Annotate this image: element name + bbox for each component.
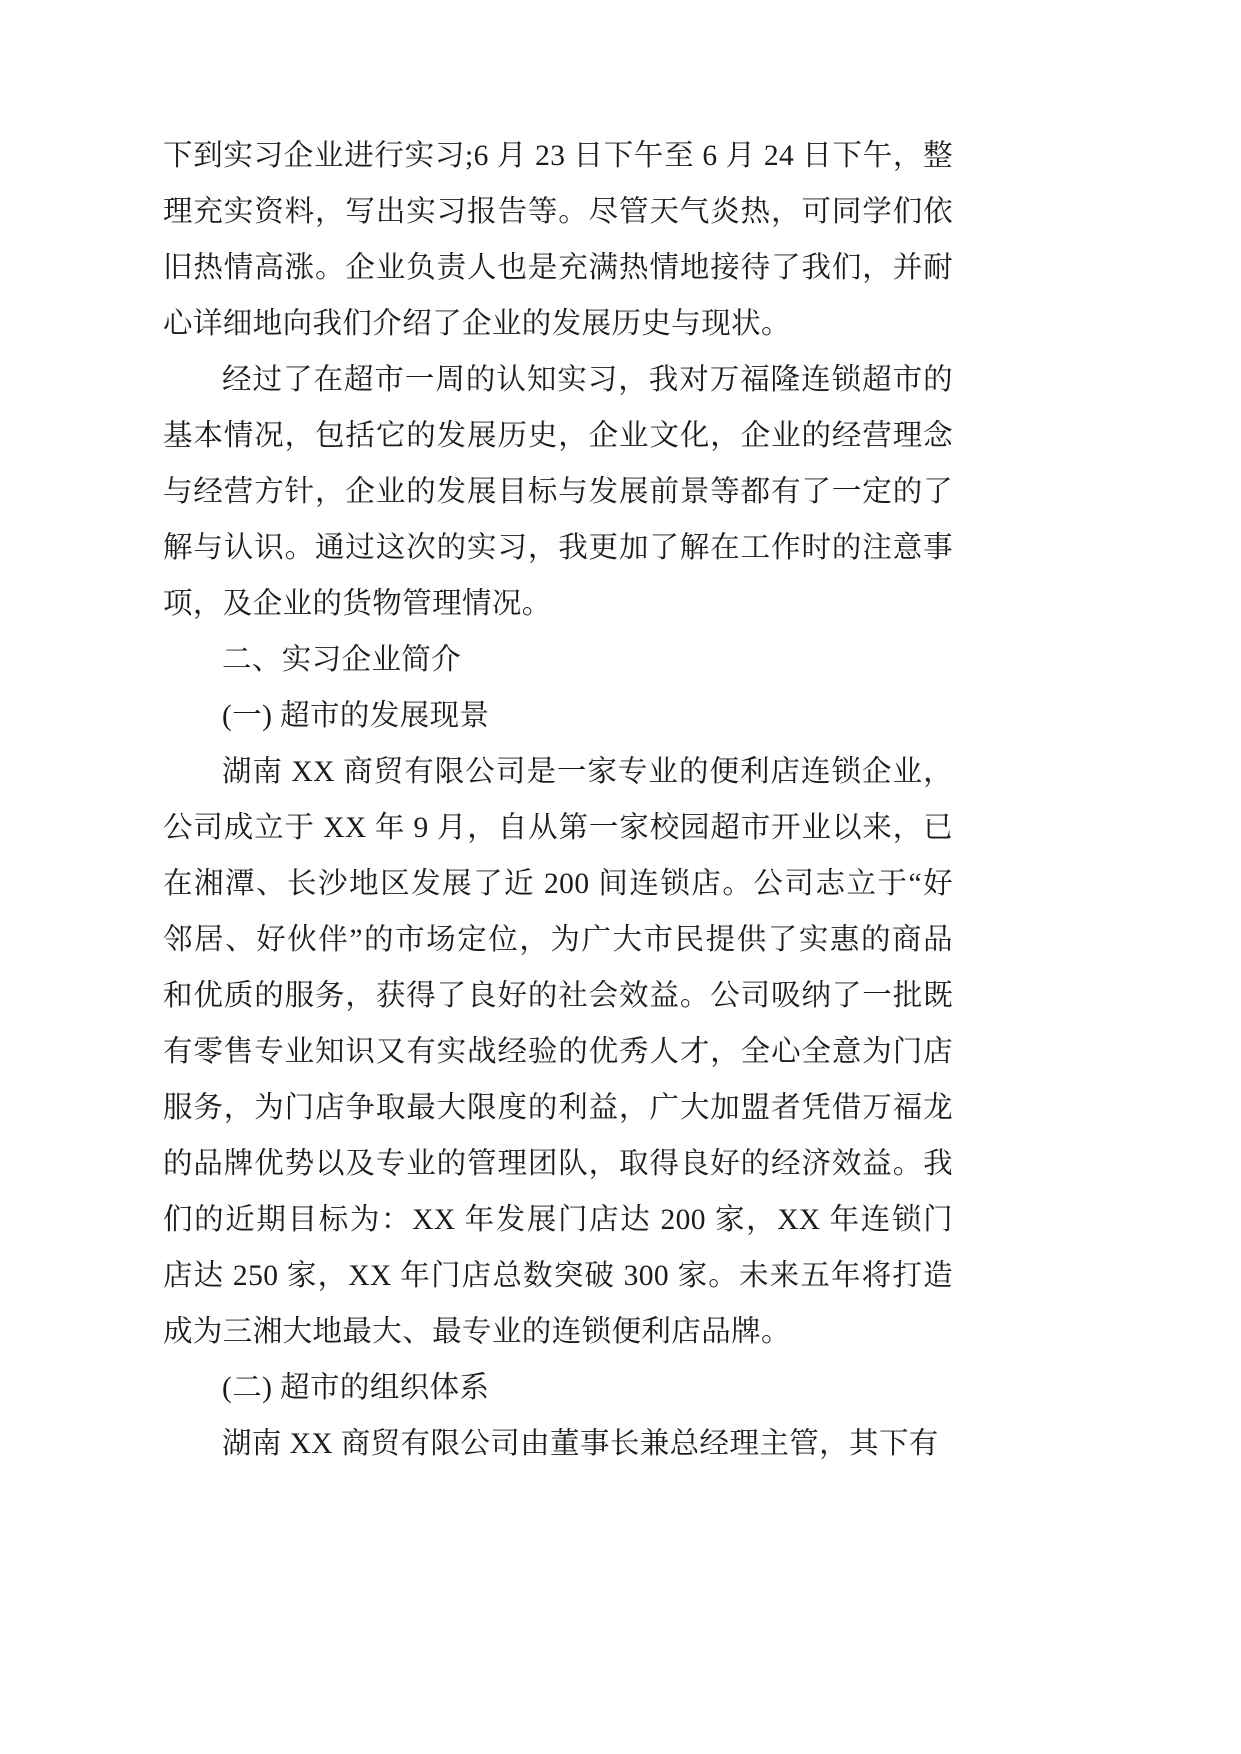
document-body	[163, 128, 953, 1472]
paragraph-3: 湖南 XX 商贸有限公司是一家专业的便利店连锁企业，公司成立于 XX 年 9 月，自从第一家校园超市开业以来，已在湘潭、长沙地区发展了近 200 间连锁店。公司志立于“好邻居、好伙伴”的市场定位，为广大市民提供了实惠的商品和优质的服务，获得了良好的社会效益。公司吸纳了一批既有零售专业知识又有实战经验的优秀人才，全心全意为门店服务，为门店争取最大限度的利益，广大加盟者凭借万福龙的品牌优势以及专业的管理团队，取得良好的经济效益。我们的近期目标为：XX 年发展门店达 200 家，XX 年连锁门店达 250 家，XX 年门店总数突破 300 家。未来五年将打造成为三湘大地最大、最专业的连锁便利店品牌。	[163, 756, 953, 1348]
paragraph-4: 湖南 XX 商贸有限公司由董事长兼总经理主管，其下有	[222, 1428, 939, 1460]
paragraph-2: 经过了在超市一周的认知实习，我对万福隆连锁超市的基本情况，包括它的发展历史，企业文化，企业的经营理念与经营方针，企业的发展目标与发展前景等都有了一定的了解与认识。通过这次的实习，我更加了解在工作时的注意事项，及企业的货物管理情况。	[163, 364, 953, 620]
paragraph-1: 下到实习企业进行实习;6 月 23 日下午至 6 月 24 日下午，整理充实资料，写出实习报告等。尽管天气炎热，可同学们依旧热情高涨。企业负责人也是充满热情地接待了我们，并耐心详细地向我们介绍了企业的发展历史与现状。	[163, 140, 953, 340]
section-heading-2: 二、实习企业简介	[222, 644, 462, 676]
subsection-heading-2: (二) 超市的组织体系	[222, 1372, 490, 1404]
subsection-heading-1: (一) 超市的发展现景	[222, 700, 490, 732]
